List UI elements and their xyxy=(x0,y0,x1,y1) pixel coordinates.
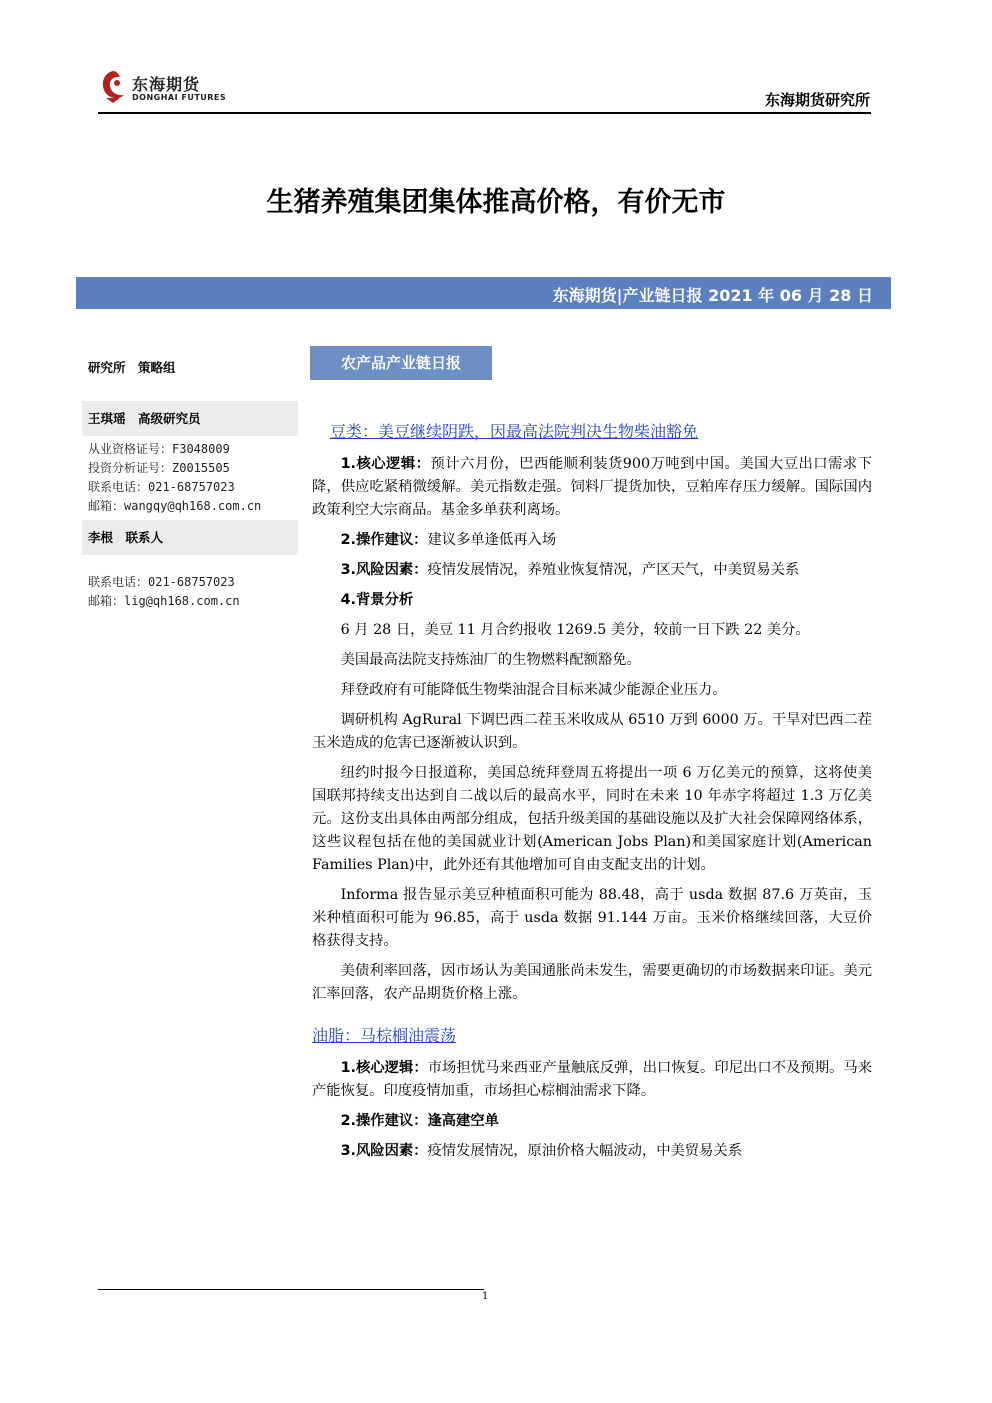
logo-text-cn: 东海期货 xyxy=(132,75,201,94)
operation-text: 逢高建空单 xyxy=(427,1113,499,1129)
background-para: 拜登政府有可能降低生物柴油混合目标来减少能源企业压力。 xyxy=(340,682,727,698)
background-para: 调研机构 AgRural 下调巴西二茬玉米收成从 6510 万到 6000 万。干旱对巴西二茬玉米造成的危害已逐渐被认识到。 xyxy=(312,712,872,751)
risk-text: 疫情发展情况，原油价格大幅波动，中美贸易关系 xyxy=(427,1143,742,1159)
analyst2-phone: 联系电话：021-68757023 xyxy=(88,575,235,589)
background-para: 6 月 28 日，美豆 11 月合约报收 1269.5 美分，较前一日下跌 22 美分。 xyxy=(340,622,810,638)
risk-label: 3.风险因素： xyxy=(340,562,428,578)
analyst1-license: 从业资格证号：F3048009 xyxy=(88,442,230,456)
operation-label: 2.操作建议： xyxy=(340,1113,428,1129)
core-logic-label: 1.核心逻辑： xyxy=(340,1060,428,1076)
page-title: 生猪养殖集团集体推高价格，有价无市 xyxy=(266,187,726,218)
analyst1-info xyxy=(82,436,298,520)
soybean-risk xyxy=(312,559,872,582)
core-logic-text: 市场担忧马来西亚产量触底反弹，出口恢复。印尼出口不及预期。马来产能恢复。印度疫情加重，市场担心棕榈油需求下降。 xyxy=(312,1060,872,1099)
operation-text: 建议多单逢低再入场 xyxy=(427,532,557,548)
footer-rule xyxy=(98,1289,484,1290)
soybean-core-logic xyxy=(312,453,872,522)
analyst1-phone: 联系电话：021-68757023 xyxy=(88,480,235,494)
risk-label: 3.风险因素： xyxy=(340,1143,428,1159)
background-para: 美国最高法院支持炼油厂的生物燃料配额豁免。 xyxy=(340,652,641,668)
oils-core-logic xyxy=(312,1057,872,1103)
analyst2-name: 李根 联系人 xyxy=(82,520,298,555)
background-para: 美债利率回落，因市场认为美国通胀尚未发生，需要更确切的市场数据来印证。美元汇率回落，农产品期货价格上涨。 xyxy=(312,963,872,1002)
risk-text: 疫情发展情况，养殖业恢复情况，产区天气，中美贸易关系 xyxy=(427,562,800,578)
sidebar xyxy=(82,350,298,615)
background-para: 纽约时报今日报道称，美国总统拜登周五将提出一项 6 万亿美元的预算，这将使美国联邦持续支出达到自二战以后的最高水平，同时在未来 10 年赤字将超过 1.3 万亿美元。这份支出具体由两部分组成，包括升级美国的基础设施以及扩大社会保障网络体系，这些议程包括在他的美国就业计划(American Jobs Plan)和美国家庭计划(American Families Plan)中，此外还有其他增加可自由支配支出的计划。 xyxy=(312,765,872,873)
oils-risk xyxy=(312,1140,872,1163)
section-title-oils[interactable]: 油脂：马棕榈油震荡 xyxy=(312,1026,457,1045)
header-rule xyxy=(98,112,871,114)
analyst1-invest-license: 投资分析证号：Z0015505 xyxy=(88,461,230,475)
analyst1-name: 王琪瑶 高级研究员 xyxy=(82,401,298,436)
header-institute-label: 东海期货研究所 xyxy=(764,91,870,109)
dragon-logo-icon xyxy=(98,68,128,104)
oils-operation xyxy=(312,1110,872,1133)
analyst1-email: 邮箱：wangqy@qh168.com.cn xyxy=(88,499,262,513)
core-logic-label: 1.核心逻辑： xyxy=(340,456,431,472)
soybean-operation xyxy=(312,529,872,552)
background-para: Informa 报告显示美豆种植面积可能为 88.48，高于 usda 数据 87.6 万英亩，玉米种植面积可能为 96.85，高于 usda 数据 91.144 万亩。玉米价格继续回落，大豆价格获得支持。 xyxy=(312,887,872,949)
section-title-soybean[interactable]: 豆类：美豆继续阴跌，因最高法院判决生物柴油豁免 xyxy=(330,422,699,441)
banner-text: 东海期货|产业链日报 2021 年 06 月 28 日 xyxy=(552,286,873,305)
core-logic-text: 预计六月份，巴西能顺利装货900万吨到中国。美国大豆出口需求下降，供应吃紧稍微缓解。美元指数走强。饲料厂提货加快，豆粕库存压力缓解。国际国内政策利空大宗商品。基金多单获利离场。 xyxy=(312,456,872,518)
operation-label: 2.操作建议： xyxy=(340,532,428,548)
soybean-background-heading xyxy=(312,589,872,612)
section-tag: 农产品产业链日报 xyxy=(310,346,492,380)
main-content xyxy=(312,420,872,1170)
logo-text-en: DONGHAI FUTURES xyxy=(132,93,227,102)
report-banner xyxy=(76,277,891,309)
background-label: 4.背景分析 xyxy=(340,592,414,608)
analyst2-email: 邮箱：lig@qh168.com.cn xyxy=(88,594,240,608)
sidebar-group: 研究所 策略组 xyxy=(88,360,176,375)
analyst2-info xyxy=(82,569,298,615)
page-number: 1 xyxy=(482,1291,489,1302)
